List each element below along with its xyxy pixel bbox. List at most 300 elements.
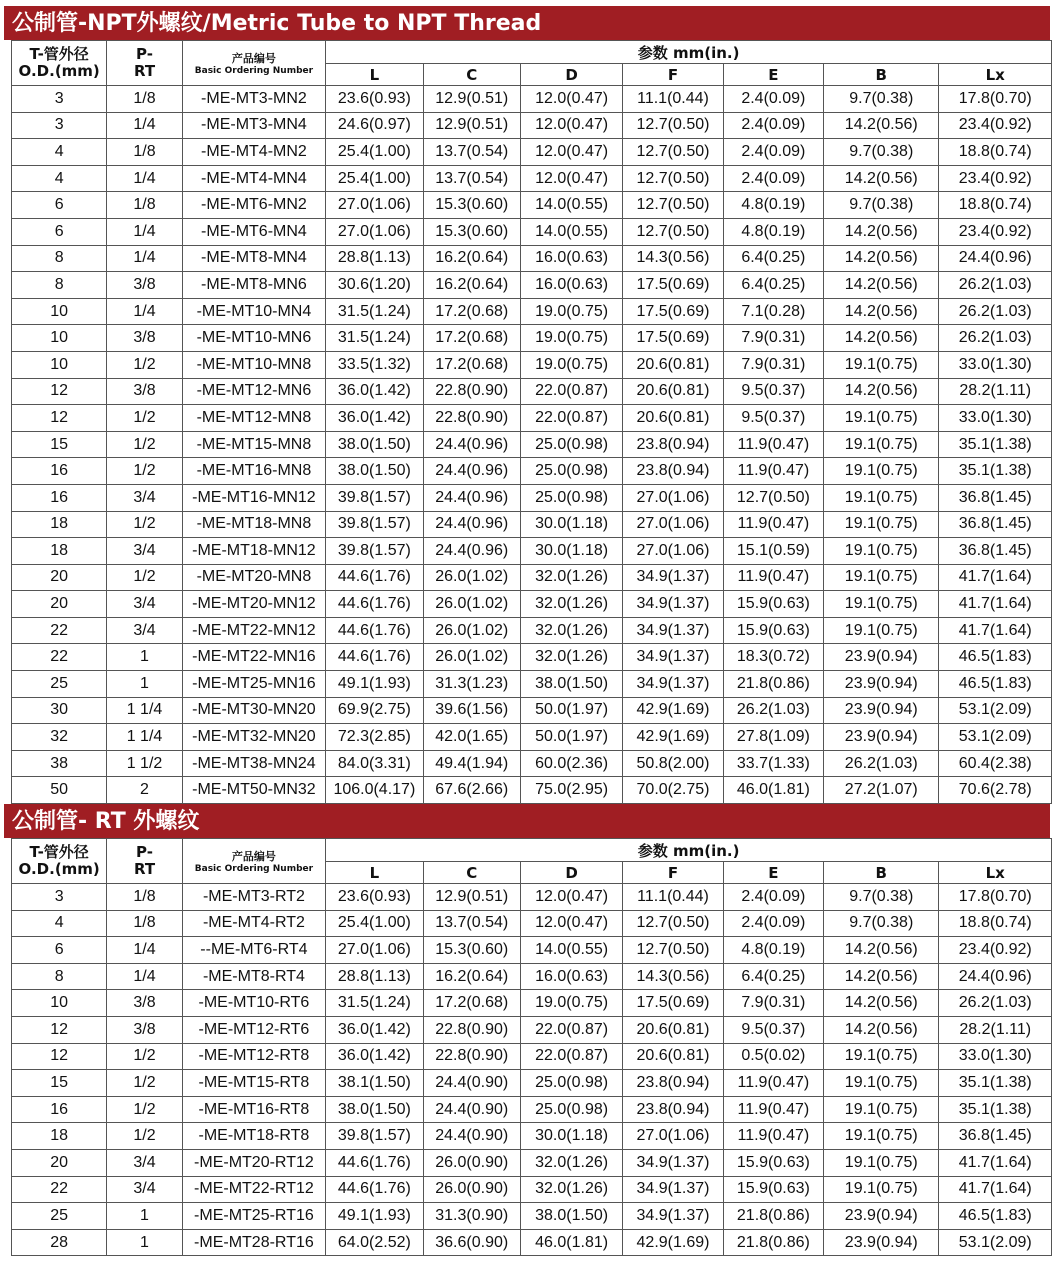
cell-od: 15 [12, 431, 107, 458]
cell-rt: 1/2 [107, 564, 182, 591]
cell-e: 11.9(0.47) [723, 1123, 823, 1150]
cell-rt: 1/2 [107, 405, 182, 432]
cell-part-number: -ME-MT12-MN6 [182, 378, 326, 405]
cell-e: 21.8(0.86) [723, 1203, 823, 1230]
cell-c: 26.0(1.02) [423, 617, 520, 644]
cell-d: 19.0(0.75) [520, 990, 622, 1017]
table-row [12, 1043, 1052, 1070]
cell-f: 50.8(2.00) [623, 750, 723, 777]
cell-c: 13.7(0.54) [423, 165, 520, 192]
cell-b: 23.9(0.94) [824, 697, 939, 724]
cell-part-number: -ME-MT20-MN12 [182, 591, 326, 618]
table-row [12, 298, 1052, 325]
cell-e: 21.8(0.86) [723, 1229, 823, 1256]
header-rt [107, 839, 182, 884]
cell-part-number: -ME-MT18-MN8 [182, 511, 326, 538]
cell-rt: 1 [107, 1203, 182, 1230]
cell-od: 10 [12, 298, 107, 325]
cell-rt: 3/8 [107, 1017, 182, 1044]
header-pn-cn: 产品编号 [231, 850, 276, 864]
header-col-e: E [723, 862, 823, 884]
cell-b: 19.1(0.75) [824, 591, 939, 618]
cell-l: 36.0(1.42) [326, 405, 423, 432]
cell-d: 32.0(1.26) [520, 564, 622, 591]
cell-e: 15.9(0.63) [723, 591, 823, 618]
table-row [12, 272, 1052, 299]
header-params: 参数 mm(in.) [326, 41, 1052, 64]
cell-rt: 1/4 [107, 937, 182, 964]
cell-l: 44.6(1.76) [326, 1149, 423, 1176]
cell-part-number: -ME-MT12-MN8 [182, 405, 326, 432]
cell-e: 11.9(0.47) [723, 1096, 823, 1123]
table-row [12, 1229, 1052, 1256]
cell-e: 7.1(0.28) [723, 298, 823, 325]
cell-e: 11.9(0.47) [723, 564, 823, 591]
cell-rt: 2 [107, 777, 182, 804]
cell-b: 14.2(0.56) [824, 937, 939, 964]
cell-l: 27.0(1.06) [326, 937, 423, 964]
cell-c: 67.6(2.66) [423, 777, 520, 804]
cell-od: 4 [12, 139, 107, 166]
cell-c: 15.3(0.60) [423, 937, 520, 964]
cell-e: 2.4(0.09) [723, 139, 823, 166]
cell-d: 14.0(0.55) [520, 218, 622, 245]
table-row [12, 777, 1052, 804]
cell-l: 44.6(1.76) [326, 1176, 423, 1203]
cell-part-number: -ME-MT4-MN4 [182, 165, 326, 192]
cell-l: 36.0(1.42) [326, 1017, 423, 1044]
cell-f: 27.0(1.06) [623, 511, 723, 538]
cell-rt: 1/2 [107, 1070, 182, 1097]
cell-f: 20.6(0.81) [623, 1017, 723, 1044]
cell-b: 14.2(0.56) [824, 1017, 939, 1044]
cell-lx: 33.0(1.30) [939, 1043, 1052, 1070]
cell-lx: 36.8(1.45) [939, 538, 1052, 565]
cell-part-number: -ME-MT6-MN2 [182, 192, 326, 219]
cell-e: 11.9(0.47) [723, 511, 823, 538]
cell-rt: 1/4 [107, 165, 182, 192]
cell-od: 38 [12, 750, 107, 777]
cell-f: 34.9(1.37) [623, 617, 723, 644]
cell-f: 34.9(1.37) [623, 591, 723, 618]
cell-od: 18 [12, 511, 107, 538]
cell-e: 27.8(1.09) [723, 724, 823, 751]
cell-od: 15 [12, 1070, 107, 1097]
cell-lx: 23.4(0.92) [939, 165, 1052, 192]
cell-f: 27.0(1.06) [623, 538, 723, 565]
header-rt-line2: RT [133, 62, 156, 80]
cell-rt: 1/2 [107, 1096, 182, 1123]
cell-d: 12.0(0.47) [520, 884, 622, 911]
cell-od: 8 [12, 963, 107, 990]
cell-od: 8 [12, 245, 107, 272]
cell-part-number: --ME-MT6-RT4 [182, 937, 326, 964]
cell-od: 25 [12, 671, 107, 698]
cell-lx: 41.7(1.64) [939, 591, 1052, 618]
cell-b: 14.2(0.56) [824, 378, 939, 405]
cell-part-number: -ME-MT8-MN6 [182, 272, 326, 299]
cell-c: 16.2(0.64) [423, 245, 520, 272]
cell-d: 25.0(0.98) [520, 1096, 622, 1123]
cell-b: 9.7(0.38) [824, 192, 939, 219]
cell-lx: 35.1(1.38) [939, 431, 1052, 458]
header-params: 参数 mm(in.) [326, 839, 1052, 862]
header-col-c: C [423, 64, 520, 86]
cell-part-number: -ME-MT22-MN12 [182, 617, 326, 644]
cell-od: 6 [12, 192, 107, 219]
cell-e: 2.4(0.09) [723, 112, 823, 139]
cell-c: 31.3(1.23) [423, 671, 520, 698]
cell-part-number: -ME-MT10-MN8 [182, 351, 326, 378]
cell-lx: 24.4(0.96) [939, 963, 1052, 990]
cell-f: 23.8(0.94) [623, 431, 723, 458]
cell-l: 84.0(3.31) [326, 750, 423, 777]
cell-rt: 1/8 [107, 86, 182, 113]
cell-od: 8 [12, 272, 107, 299]
cell-rt: 1/4 [107, 218, 182, 245]
cell-l: 31.5(1.24) [326, 990, 423, 1017]
cell-l: 24.6(0.97) [326, 112, 423, 139]
cell-e: 4.8(0.19) [723, 937, 823, 964]
table-row [12, 1203, 1052, 1230]
cell-od: 18 [12, 1123, 107, 1150]
cell-od: 10 [12, 351, 107, 378]
cell-lx: 26.2(1.03) [939, 990, 1052, 1017]
cell-l: 64.0(2.52) [326, 1229, 423, 1256]
cell-d: 19.0(0.75) [520, 325, 622, 352]
cell-f: 34.9(1.37) [623, 564, 723, 591]
cell-rt: 3/4 [107, 1149, 182, 1176]
cell-l: 38.0(1.50) [326, 431, 423, 458]
cell-b: 19.1(0.75) [824, 1123, 939, 1150]
cell-e: 46.0(1.81) [723, 777, 823, 804]
cell-e: 4.8(0.19) [723, 218, 823, 245]
cell-f: 20.6(0.81) [623, 378, 723, 405]
table-row [12, 86, 1052, 113]
cell-od: 6 [12, 218, 107, 245]
cell-d: 32.0(1.26) [520, 1149, 622, 1176]
cell-lx: 26.2(1.03) [939, 298, 1052, 325]
cell-d: 12.0(0.47) [520, 910, 622, 937]
cell-lx: 35.1(1.38) [939, 458, 1052, 485]
cell-part-number: -ME-MT32-MN20 [182, 724, 326, 751]
cell-f: 27.0(1.06) [623, 484, 723, 511]
cell-f: 20.6(0.81) [623, 405, 723, 432]
cell-b: 19.1(0.75) [824, 538, 939, 565]
header-od-cn: T-管外径 [29, 45, 89, 63]
cell-rt: 1 1/4 [107, 724, 182, 751]
table-row [12, 697, 1052, 724]
header-col-e: E [723, 64, 823, 86]
cell-l: 23.6(0.93) [326, 86, 423, 113]
cell-d: 50.0(1.97) [520, 697, 622, 724]
cell-d: 25.0(0.98) [520, 431, 622, 458]
cell-f: 14.3(0.56) [623, 245, 723, 272]
header-od-en: O.D.(mm) [18, 860, 100, 879]
cell-b: 14.2(0.56) [824, 298, 939, 325]
cell-f: 17.5(0.69) [623, 298, 723, 325]
cell-c: 26.0(1.02) [423, 591, 520, 618]
cell-lx: 23.4(0.92) [939, 112, 1052, 139]
cell-lx: 41.7(1.64) [939, 564, 1052, 591]
cell-rt: 3/4 [107, 591, 182, 618]
cell-l: 39.8(1.57) [326, 1123, 423, 1150]
cell-lx: 53.1(2.09) [939, 724, 1052, 751]
cell-d: 30.0(1.18) [520, 511, 622, 538]
header-od [12, 839, 107, 884]
cell-lx: 28.2(1.11) [939, 378, 1052, 405]
cell-e: 15.1(0.59) [723, 538, 823, 565]
cell-rt: 3/8 [107, 990, 182, 1017]
cell-f: 34.9(1.37) [623, 1176, 723, 1203]
table-row [12, 1070, 1052, 1097]
cell-b: 19.1(0.75) [824, 431, 939, 458]
cell-od: 50 [12, 777, 107, 804]
cell-part-number: -ME-MT18-RT8 [182, 1123, 326, 1150]
cell-rt: 1/2 [107, 458, 182, 485]
cell-b: 14.2(0.56) [824, 218, 939, 245]
cell-c: 26.0(0.90) [423, 1176, 520, 1203]
section-title-rt: 公制管- RT 外螺纹 [4, 804, 1050, 838]
header-col-b: B [824, 862, 939, 884]
cell-c: 42.0(1.65) [423, 724, 520, 751]
cell-l: 25.4(1.00) [326, 910, 423, 937]
header-col-l: L [326, 64, 423, 86]
table-row [12, 1123, 1052, 1150]
cell-part-number: -ME-MT6-MN4 [182, 218, 326, 245]
cell-f: 42.9(1.69) [623, 724, 723, 751]
cell-part-number: -ME-MT22-RT12 [182, 1176, 326, 1203]
cell-e: 26.2(1.03) [723, 697, 823, 724]
cell-b: 19.1(0.75) [824, 1149, 939, 1176]
cell-l: 39.8(1.57) [326, 484, 423, 511]
cell-lx: 18.8(0.74) [939, 910, 1052, 937]
cell-b: 23.9(0.94) [824, 1229, 939, 1256]
cell-rt: 1/8 [107, 139, 182, 166]
cell-od: 22 [12, 1176, 107, 1203]
cell-lx: 26.2(1.03) [939, 325, 1052, 352]
cell-b: 9.7(0.38) [824, 884, 939, 911]
table-row [12, 910, 1052, 937]
cell-c: 24.4(0.96) [423, 431, 520, 458]
cell-lx: 36.8(1.45) [939, 511, 1052, 538]
cell-lx: 35.1(1.38) [939, 1096, 1052, 1123]
header-col-f: F [623, 64, 723, 86]
cell-d: 16.0(0.63) [520, 245, 622, 272]
cell-rt: 3/4 [107, 538, 182, 565]
cell-d: 60.0(2.36) [520, 750, 622, 777]
cell-b: 14.2(0.56) [824, 990, 939, 1017]
cell-c: 24.4(0.90) [423, 1070, 520, 1097]
cell-l: 72.3(2.85) [326, 724, 423, 751]
header-od-cn: T-管外径 [29, 843, 89, 862]
cell-rt: 1/4 [107, 112, 182, 139]
cell-lx: 24.4(0.96) [939, 245, 1052, 272]
cell-part-number: -ME-MT3-MN4 [182, 112, 326, 139]
cell-l: 28.8(1.13) [326, 245, 423, 272]
cell-lx: 18.8(0.74) [939, 192, 1052, 219]
cell-rt: 3/8 [107, 272, 182, 299]
cell-f: 17.5(0.69) [623, 990, 723, 1017]
cell-f: 12.7(0.50) [623, 112, 723, 139]
cell-e: 0.5(0.02) [723, 1043, 823, 1070]
cell-b: 19.1(0.75) [824, 511, 939, 538]
header-col-lx: Lx [939, 64, 1052, 86]
header-col-c: C [423, 862, 520, 884]
cell-rt: 3/4 [107, 484, 182, 511]
page [0, 6, 1054, 1256]
cell-b: 19.1(0.75) [824, 1070, 939, 1097]
cell-od: 3 [12, 884, 107, 911]
cell-rt: 1/2 [107, 1043, 182, 1070]
cell-rt: 1/4 [107, 245, 182, 272]
npt-table-body [12, 86, 1052, 804]
cell-od: 10 [12, 325, 107, 352]
cell-e: 9.5(0.37) [723, 405, 823, 432]
cell-b: 19.1(0.75) [824, 617, 939, 644]
cell-od: 12 [12, 1017, 107, 1044]
cell-e: 11.9(0.47) [723, 458, 823, 485]
cell-l: 38.1(1.50) [326, 1070, 423, 1097]
cell-lx: 26.2(1.03) [939, 272, 1052, 299]
header-od [12, 41, 107, 86]
cell-l: 49.1(1.93) [326, 671, 423, 698]
cell-part-number: -ME-MT25-MN16 [182, 671, 326, 698]
cell-lx: 18.8(0.74) [939, 139, 1052, 166]
cell-od: 16 [12, 1096, 107, 1123]
cell-b: 19.1(0.75) [824, 564, 939, 591]
cell-part-number: -ME-MT20-MN8 [182, 564, 326, 591]
cell-l: 69.9(2.75) [326, 697, 423, 724]
cell-b: 14.2(0.56) [824, 165, 939, 192]
cell-l: 44.6(1.76) [326, 644, 423, 671]
cell-f: 12.7(0.50) [623, 139, 723, 166]
cell-part-number: -ME-MT30-MN20 [182, 697, 326, 724]
cell-rt: 1/8 [107, 884, 182, 911]
cell-l: 27.0(1.06) [326, 218, 423, 245]
cell-c: 12.9(0.51) [423, 86, 520, 113]
cell-e: 6.4(0.25) [723, 245, 823, 272]
header-rt [107, 41, 182, 86]
cell-e: 11.9(0.47) [723, 431, 823, 458]
cell-od: 20 [12, 1149, 107, 1176]
cell-l: 27.0(1.06) [326, 192, 423, 219]
header-od-en: O.D.(mm) [18, 62, 100, 80]
cell-b: 19.1(0.75) [824, 458, 939, 485]
cell-f: 27.0(1.06) [623, 1123, 723, 1150]
cell-part-number: -ME-MT16-MN8 [182, 458, 326, 485]
cell-c: 24.4(0.90) [423, 1123, 520, 1150]
cell-f: 12.7(0.50) [623, 937, 723, 964]
cell-lx: 53.1(2.09) [939, 697, 1052, 724]
cell-od: 30 [12, 697, 107, 724]
cell-part-number: -ME-MT25-RT16 [182, 1203, 326, 1230]
cell-od: 12 [12, 1043, 107, 1070]
cell-d: 25.0(0.98) [520, 458, 622, 485]
cell-l: 31.5(1.24) [326, 325, 423, 352]
header-pn-en: Basic Ordering Number [194, 66, 314, 76]
cell-d: 14.0(0.55) [520, 937, 622, 964]
cell-c: 13.7(0.54) [423, 910, 520, 937]
cell-od: 20 [12, 591, 107, 618]
cell-rt: 1 [107, 644, 182, 671]
cell-part-number: -ME-MT4-RT2 [182, 910, 326, 937]
cell-l: 28.8(1.13) [326, 963, 423, 990]
cell-b: 14.2(0.56) [824, 963, 939, 990]
cell-d: 16.0(0.63) [520, 272, 622, 299]
cell-f: 34.9(1.37) [623, 1203, 723, 1230]
cell-c: 17.2(0.68) [423, 351, 520, 378]
cell-f: 42.9(1.69) [623, 1229, 723, 1256]
cell-d: 25.0(0.98) [520, 1070, 622, 1097]
header-col-l: L [326, 862, 423, 884]
cell-f: 17.5(0.69) [623, 325, 723, 352]
table-row [12, 431, 1052, 458]
cell-d: 19.0(0.75) [520, 351, 622, 378]
cell-rt: 1/8 [107, 192, 182, 219]
cell-d: 12.0(0.47) [520, 86, 622, 113]
cell-rt: 1/2 [107, 1123, 182, 1150]
cell-od: 10 [12, 990, 107, 1017]
cell-od: 4 [12, 165, 107, 192]
cell-c: 16.2(0.64) [423, 272, 520, 299]
table-row [12, 484, 1052, 511]
cell-rt: 1 1/2 [107, 750, 182, 777]
cell-lx: 23.4(0.92) [939, 937, 1052, 964]
cell-b: 9.7(0.38) [824, 910, 939, 937]
cell-d: 14.0(0.55) [520, 192, 622, 219]
cell-c: 17.2(0.68) [423, 298, 520, 325]
cell-d: 22.0(0.87) [520, 1017, 622, 1044]
cell-rt: 1 [107, 671, 182, 698]
cell-rt: 3/8 [107, 325, 182, 352]
cell-part-number: -ME-MT3-MN2 [182, 86, 326, 113]
cell-e: 6.4(0.25) [723, 963, 823, 990]
cell-rt: 1/2 [107, 511, 182, 538]
header-col-lx: Lx [939, 862, 1052, 884]
cell-l: 31.5(1.24) [326, 298, 423, 325]
cell-c: 15.3(0.60) [423, 192, 520, 219]
cell-e: 15.9(0.63) [723, 1149, 823, 1176]
cell-rt: 3/4 [107, 1176, 182, 1203]
cell-lx: 35.1(1.38) [939, 1070, 1052, 1097]
cell-f: 34.9(1.37) [623, 1149, 723, 1176]
cell-part-number: -ME-MT15-RT8 [182, 1070, 326, 1097]
cell-rt: 1/2 [107, 431, 182, 458]
table-row [12, 112, 1052, 139]
table-row [12, 963, 1052, 990]
cell-b: 27.2(1.07) [824, 777, 939, 804]
cell-b: 19.1(0.75) [824, 405, 939, 432]
cell-d: 19.0(0.75) [520, 298, 622, 325]
table-row [12, 245, 1052, 272]
cell-l: 38.0(1.50) [326, 458, 423, 485]
cell-part-number: -ME-MT10-MN4 [182, 298, 326, 325]
cell-rt: 3/4 [107, 617, 182, 644]
table-row [12, 990, 1052, 1017]
cell-d: 22.0(0.87) [520, 378, 622, 405]
cell-b: 14.2(0.56) [824, 112, 939, 139]
cell-b: 23.9(0.94) [824, 724, 939, 751]
cell-e: 11.9(0.47) [723, 1070, 823, 1097]
cell-e: 12.7(0.50) [723, 484, 823, 511]
header-rt-line1: P- [136, 45, 153, 63]
cell-b: 14.2(0.56) [824, 245, 939, 272]
cell-lx: 53.1(2.09) [939, 1229, 1052, 1256]
cell-f: 34.9(1.37) [623, 671, 723, 698]
cell-e: 33.7(1.33) [723, 750, 823, 777]
table-row [12, 458, 1052, 485]
